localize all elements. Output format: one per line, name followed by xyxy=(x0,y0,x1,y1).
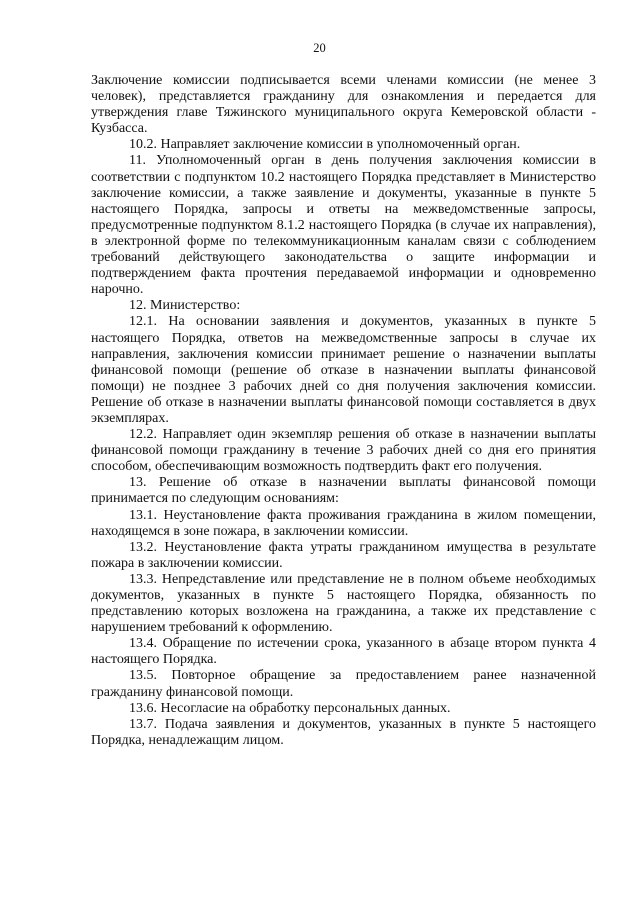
paragraph-13-5: 13.5. Повторное обращение за предоставлением ранее назначенной гражданину финансовой помощи. xyxy=(91,668,596,700)
paragraph-13-4: 13.4. Обращение по истечении срока, указанного в абзаце втором пункта 4 настоящего Порядка. xyxy=(91,636,596,668)
paragraph-13-7: 13.7. Подача заявления и документов, указанных в пункте 5 настоящего Порядка, ненадлежащим лицом. xyxy=(91,716,596,748)
paragraph-13-3: 13.3. Непредставление или представление не в полном объеме необходимых документов, указанных в пункте 5 настоящего Порядка, обязанность по представлению которых возложена на гражданина, а также их представление с нарушением требований к оформлению. xyxy=(91,571,596,636)
paragraph-13-6: 13.6. Несогласие на обработку персональных данных. xyxy=(129,700,451,716)
page-number: 20 xyxy=(313,41,326,55)
paragraph-12-2: 12.2. Направляет один экземпляр решения об отказе в назначении выплаты финансовой помощи гражданину в течение 3 рабочих дней со дня его принятия способом, обеспечивающим возможность подтвердить факт его получения. xyxy=(91,427,596,475)
paragraph-13: 13. Решение об отказе в назначении выплаты финансовой помощи принимается по следующим основаниям: xyxy=(91,475,596,507)
paragraph-11: 11. Уполномоченный орган в день получения заключения комиссии в соответствии с подпунктом 10.2 настоящего Порядка представляет в Министерство заключение комиссии, а также заявление и документы, указанные в пункте 5 настоящего Порядка, запросы и ответы на межведомственные запросы, предусмотренные подпунктом 8.1.2 настоящего Порядка (в случае их направления), в электронной форме по телекоммуникационным каналам связи с соблюдением требований действующего законодательства о защите информации и подтверждением факта прочтения передаваемой информации и одновременно нарочно. xyxy=(91,153,596,298)
paragraph-12-1: 12.1. На основании заявления и документов, указанных в пункте 5 настоящего Порядка, ответов на межведомственные запросы в случае их направления, заключения комиссии принимает решение о назначении выплаты финансовой помощи (решение об отказе в назначении выплаты финансовой помощи) не позднее 3 рабочих дней со дня получения заключения комиссии. Решение об отказе в назначении выплаты финансовой помощи составляется в двух экземплярах. xyxy=(91,314,596,426)
paragraph-13-2: 13.2. Неустановление факта утраты гражданином имущества в результате пожара в заключении комиссии. xyxy=(91,539,596,571)
paragraph-commission-conclusion: Заключение комиссии подписывается всеми членами комиссии (не менее 3 человек), представляется гражданину для ознакомления и передается для утверждения главе Тяжинского муниципального округа Кемеровской области - Кузбасса. xyxy=(91,73,596,137)
paragraph-12: 12. Министерство: xyxy=(129,298,241,314)
paragraph-10-2: 10.2. Направляет заключение комиссии в уполномоченный орган. xyxy=(129,137,521,153)
paragraph-13-1: 13.1. Неустановление факта проживания гражданина в жилом помещении, находящемся в зоне пожара, в заключении комиссии. xyxy=(91,507,596,539)
document-body xyxy=(91,73,596,749)
